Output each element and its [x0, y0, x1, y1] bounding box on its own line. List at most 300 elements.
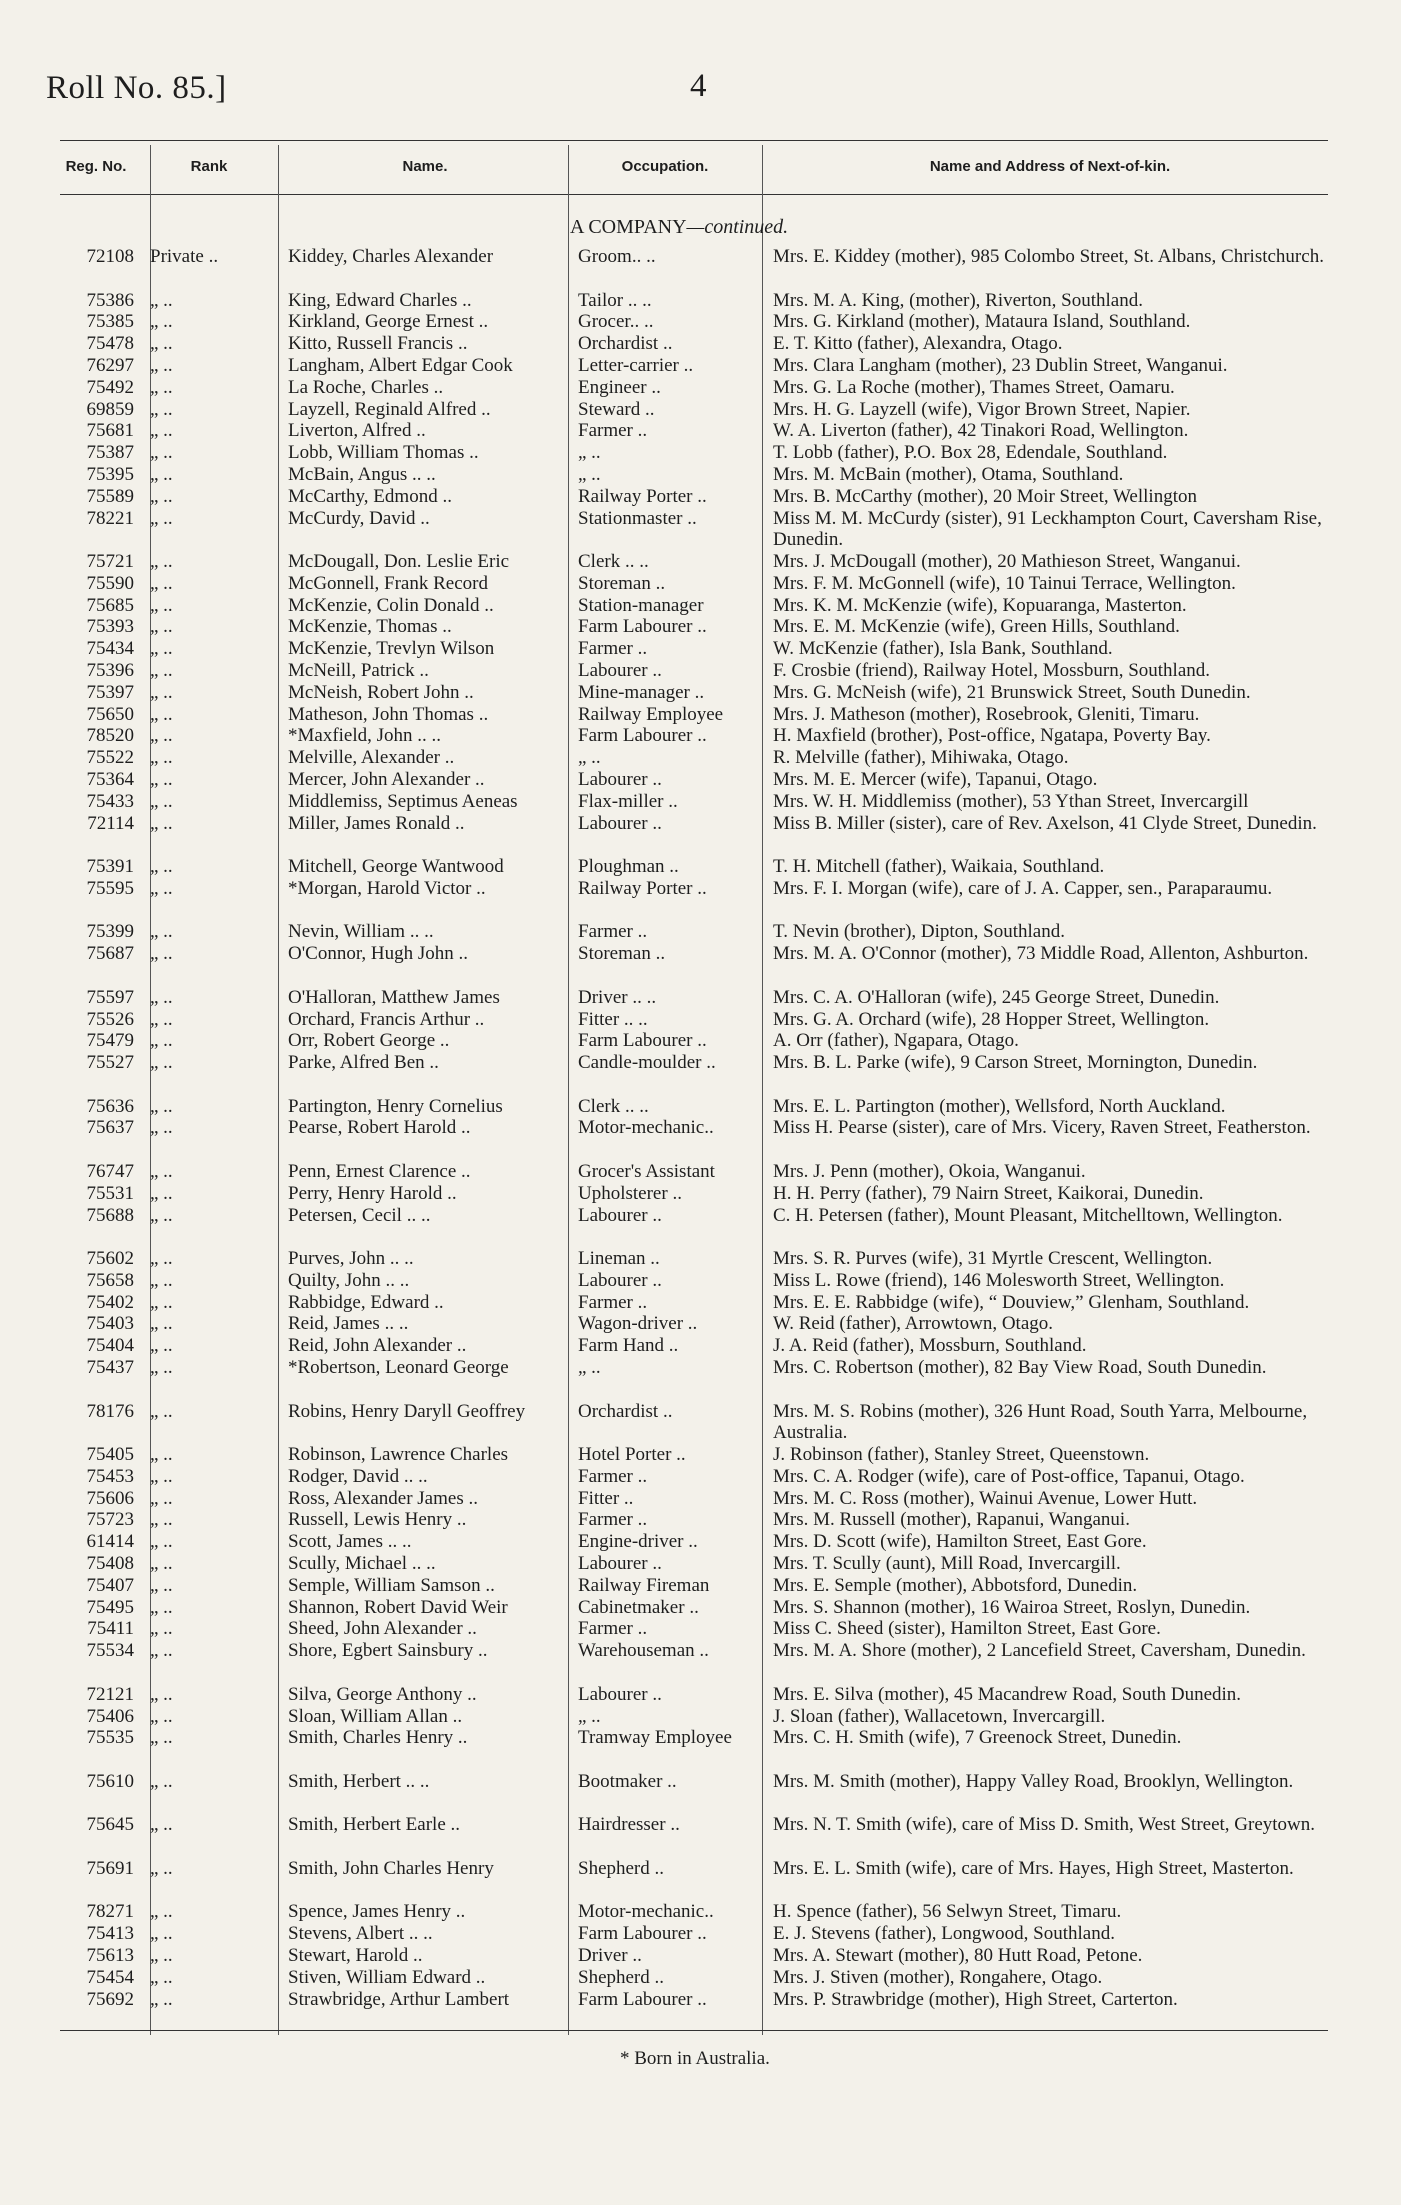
occupation: Clerk .. ..: [578, 551, 649, 572]
rank: „ ..: [150, 1509, 173, 1531]
soldier-name: King, Edward Charles ..: [288, 289, 472, 311]
reg-number: 75613: [86, 1944, 134, 1966]
soldier-name: Kirkland, George Ernest ..: [288, 311, 489, 333]
next-of-kin: Mrs. M. A. O'Connor (mother), 73 Middle Road, Allenton, Ashburton.: [773, 943, 1309, 965]
rank: „ ..: [150, 1596, 173, 1618]
rank: „ ..: [150, 725, 173, 747]
next-of-kin: Mrs. C. A. O'Halloran (wife), 245 George Street, Dunedin.: [773, 986, 1220, 1008]
soldier-name: Scully, Michael .. ..: [288, 1553, 436, 1574]
rank: „ ..: [150, 1727, 173, 1749]
next-of-kin: Mrs. J. Penn (mother), Okoia, Wanganui.: [773, 1160, 1086, 1182]
next-of-kin: Mrs. M. E. Mercer (wife), Tapanui, Otago.: [773, 769, 1098, 790]
occupation: Grocer.. ..: [578, 311, 654, 333]
reg-number: 75453: [86, 1465, 134, 1487]
soldier-name: Sheed, John Alexander ..: [288, 1618, 477, 1640]
reg-number: 75606: [86, 1487, 134, 1509]
rank: „ ..: [150, 1618, 173, 1640]
soldier-name: Shannon, Robert David Weir: [288, 1596, 508, 1618]
soldier-name: McKenzie, Trevlyn Wilson: [288, 638, 495, 660]
occupation: Railway Employee: [578, 703, 724, 725]
soldier-name: McCurdy, David ..: [288, 507, 430, 529]
rank: „ ..: [150, 1988, 173, 2010]
soldier-name: Orr, Robert George ..: [288, 1030, 450, 1052]
occupation: Hotel Porter ..: [578, 1444, 686, 1465]
reg-number: 75531: [86, 1182, 134, 1204]
next-of-kin: Mrs. G. La Roche (mother), Thames Street, Oamaru.: [773, 376, 1175, 398]
soldier-name: Ross, Alexander James ..: [288, 1487, 478, 1509]
reg-number: 78221: [86, 507, 134, 529]
rank: „ ..: [150, 551, 173, 572]
rank: „ ..: [150, 1182, 173, 1204]
next-of-kin: Mrs. B. L. Parke (wife), 9 Carson Street, Mornington, Dunedin.: [773, 1052, 1258, 1074]
soldier-name: Rodger, David .. ..: [288, 1465, 428, 1487]
rank: „ ..: [150, 1814, 173, 1836]
occupation: Warehouseman ..: [578, 1640, 709, 1662]
soldier-name: *Robertson, Leonard George: [288, 1357, 509, 1378]
next-of-kin: Mrs. W. H. Middlemiss (mother), 53 Ythan Street, Invercargill: [773, 790, 1249, 812]
rank: „ ..: [150, 660, 173, 681]
next-of-kin: Mrs. T. Scully (aunt), Mill Road, Invercargill.: [773, 1553, 1121, 1574]
reg-number: 72108: [86, 246, 134, 267]
soldier-name: Perry, Henry Harold ..: [288, 1182, 457, 1204]
next-of-kin: Mrs. E. M. McKenzie (wife), Green Hills, Southland.: [773, 616, 1180, 638]
reg-number: 75590: [86, 572, 134, 594]
next-of-kin: Mrs. S. Shannon (mother), 16 Wairoa Street, Roslyn, Dunedin.: [773, 1596, 1251, 1618]
next-of-kin: W. McKenzie (father), Isla Bank, Southland.: [773, 638, 1113, 660]
soldier-name: Partington, Henry Cornelius: [288, 1095, 503, 1117]
reg-number: 75535: [86, 1727, 134, 1749]
rank: „ ..: [150, 289, 173, 311]
reg-number: 75597: [86, 986, 134, 1008]
reg-number: 78271: [86, 1901, 134, 1923]
occupation: Farmer ..: [578, 1509, 648, 1531]
occupation: Tailor .. ..: [578, 289, 652, 311]
section-title: A COMPANY—continued.: [570, 216, 789, 238]
rank: „ ..: [150, 398, 173, 420]
rank: „ ..: [150, 790, 173, 812]
next-of-kin: C. H. Petersen (father), Mount Pleasant, Mitchelltown, Wellington.: [773, 1204, 1283, 1226]
soldier-name: Strawbridge, Arthur Lambert: [288, 1988, 510, 2010]
soldier-name: Langham, Albert Edgar Cook: [288, 354, 513, 376]
occupation: Driver ..: [578, 1944, 642, 1966]
occupation: Farmer ..: [578, 1465, 648, 1487]
reg-number: 75411: [87, 1618, 134, 1640]
reg-number: 75399: [86, 921, 134, 943]
next-of-kin: Miss L. Rowe (friend), 146 Molesworth Street, Wellington.: [773, 1269, 1225, 1291]
occupation: Farmer ..: [578, 638, 648, 660]
occupation: „ ..: [578, 1357, 601, 1378]
reg-number: 75691: [86, 1857, 134, 1879]
reg-number: 75387: [86, 442, 134, 464]
occupation: Wagon-driver ..: [578, 1313, 698, 1335]
soldier-name: Reid, James .. ..: [288, 1313, 409, 1335]
soldier-name: McKenzie, Thomas ..: [288, 616, 452, 638]
soldier-name: Sloan, William Allan ..: [288, 1705, 463, 1727]
reg-number: 75391: [86, 856, 134, 878]
rank: „ ..: [150, 1400, 173, 1422]
next-of-kin: Mrs. E. Silva (mother), 45 Macandrew Road, South Dunedin.: [773, 1683, 1242, 1705]
rank: „ ..: [150, 769, 173, 790]
rank: „ ..: [150, 1465, 173, 1487]
next-of-kin: Mrs. M. Russell (mother), Rapanui, Wanganui.: [773, 1509, 1130, 1531]
occupation: Fitter .. ..: [578, 1008, 648, 1030]
soldier-name: Stewart, Harold ..: [288, 1944, 423, 1966]
next-of-kin: Mrs. M. A. King, (mother), Riverton, Southland.: [773, 289, 1143, 311]
reg-number: 75479: [86, 1030, 134, 1052]
rank: „ ..: [150, 507, 173, 529]
rank: „ ..: [150, 812, 173, 834]
next-of-kin: Mrs. E. L. Smith (wife), care of Mrs. Hayes, High Street, Masterton.: [773, 1857, 1294, 1879]
rank: „ ..: [150, 703, 173, 725]
occupation: Farm Labourer ..: [578, 1988, 707, 2010]
soldier-name: Parke, Alfred Ben ..: [288, 1052, 439, 1074]
rank: „ ..: [150, 1966, 173, 1988]
next-of-kin: Mrs. C. Robertson (mother), 82 Bay View Road, South Dunedin.: [773, 1357, 1267, 1378]
occupation: Farmer ..: [578, 1618, 648, 1640]
occupation: Farm Labourer ..: [578, 725, 707, 747]
occupation: Upholsterer ..: [578, 1182, 682, 1204]
col-header-next-of-kin: Name and Address of Next-of-kin.: [929, 158, 1171, 175]
next-of-kin: F. Crosbie (friend), Railway Hotel, Mossburn, Southland.: [773, 660, 1211, 681]
rank: „ ..: [150, 1574, 173, 1596]
soldier-name: Mercer, John Alexander ..: [288, 769, 485, 790]
reg-number: 75495: [86, 1596, 134, 1618]
soldier-name: Semple, William Samson ..: [288, 1574, 495, 1596]
rank: „ ..: [150, 1117, 173, 1139]
soldier-name: *Morgan, Harold Victor ..: [288, 877, 486, 899]
col-header-rank: Rank: [190, 158, 228, 175]
rank: „ ..: [150, 1204, 173, 1226]
soldier-name: Nevin, William .. ..: [288, 921, 434, 943]
next-of-kin: Miss H. Pearse (sister), care of Mrs. Vicery, Raven Street, Featherston.: [773, 1117, 1311, 1139]
soldier-name: Reid, John Alexander ..: [288, 1335, 467, 1357]
soldier-name: McKenzie, Colin Donald ..: [288, 594, 494, 616]
next-of-kin: Miss M. M. McCurdy (sister), 91 Leckhampton Court, Caversham Rise, Dunedin.: [773, 507, 1322, 550]
rank: „ ..: [150, 1095, 173, 1117]
next-of-kin: H. Spence (father), 56 Selwyn Street, Timaru.: [773, 1901, 1122, 1923]
reg-number: 69859: [86, 398, 134, 420]
occupation: Labourer ..: [578, 1553, 662, 1574]
soldier-name: Melville, Alexander ..: [288, 747, 455, 769]
reg-number: 75434: [86, 638, 134, 660]
rank: „ ..: [150, 1335, 173, 1357]
reg-number: 75534: [86, 1640, 134, 1662]
soldier-name: Shore, Egbert Sainsbury ..: [288, 1640, 488, 1662]
reg-number: 75407: [86, 1574, 134, 1596]
rank: „ ..: [150, 1640, 173, 1662]
next-of-kin: T. Lobb (father), P.O. Box 28, Edendale, Southland.: [773, 442, 1168, 464]
reg-number: 72121: [86, 1683, 134, 1705]
soldier-name: O'Halloran, Matthew James: [288, 986, 500, 1008]
rank: „ ..: [150, 1357, 173, 1378]
next-of-kin: A. Orr (father), Ngapara, Otago.: [773, 1030, 1019, 1052]
next-of-kin: Mrs. C. H. Smith (wife), 7 Greenock Street, Dunedin.: [773, 1727, 1182, 1749]
reg-number: 75637: [86, 1117, 134, 1139]
next-of-kin: Mrs. J. McDougall (mother), 20 Mathieson Street, Wanganui.: [773, 551, 1241, 572]
rank: „ ..: [150, 420, 173, 442]
next-of-kin: Mrs. E. Semple (mother), Abbotsford, Dunedin.: [773, 1574, 1138, 1596]
reg-number: 75645: [86, 1814, 134, 1836]
next-of-kin: Mrs. E. Kiddey (mother), 985 Colombo Street, St. Albans, Christchurch.: [773, 246, 1324, 267]
soldier-name: Stevens, Albert .. ..: [288, 1923, 433, 1945]
soldier-name: McCarthy, Edmond ..: [288, 485, 452, 507]
occupation: Shepherd ..: [578, 1857, 665, 1879]
rank: „ ..: [150, 333, 173, 355]
next-of-kin: Mrs. C. A. Rodger (wife), care of Post-office, Tapanui, Otago.: [773, 1465, 1245, 1487]
next-of-kin: Miss C. Sheed (sister), Hamilton Street, East Gore.: [773, 1618, 1161, 1640]
occupation: Farmer ..: [578, 921, 648, 943]
occupation: Labourer ..: [578, 1269, 662, 1291]
rank: „ ..: [150, 1705, 173, 1727]
soldier-name: McGonnell, Frank Record: [288, 572, 488, 594]
next-of-kin: Mrs. G. Kirkland (mother), Mataura Island, Southland.: [773, 311, 1191, 333]
next-of-kin: J. A. Reid (father), Mossburn, Southland.: [773, 1335, 1087, 1357]
reg-number: 75658: [86, 1269, 134, 1291]
soldier-name: Rabbidge, Edward ..: [288, 1291, 444, 1313]
rank: „ ..: [150, 943, 173, 965]
next-of-kin: Mrs. A. Stewart (mother), 80 Hutt Road, Petone.: [773, 1944, 1143, 1966]
reg-number: 75396: [86, 660, 134, 681]
occupation: Farmer ..: [578, 420, 648, 442]
next-of-kin: Mrs. M. S. Robins (mother), 326 Hunt Road, South Yarra, Melbourne, Australia.: [773, 1400, 1308, 1443]
reg-number: 75526: [86, 1008, 134, 1030]
next-of-kin: J. Sloan (father), Wallacetown, Invercargill.: [773, 1705, 1106, 1727]
next-of-kin: Mrs. J. Stiven (mother), Rongahere, Otago.: [773, 1966, 1103, 1988]
occupation: Clerk .. ..: [578, 1095, 649, 1117]
reg-number: 75723: [86, 1509, 134, 1531]
soldier-name: Robins, Henry Daryll Geoffrey: [288, 1400, 526, 1422]
soldier-name: Penn, Ernest Clarence ..: [288, 1160, 471, 1182]
occupation: Storeman ..: [578, 572, 666, 594]
occupation: Groom.. ..: [578, 246, 656, 267]
occupation: Station-manager: [578, 594, 704, 616]
next-of-kin: Mrs. G. A. Orchard (wife), 28 Hopper Street, Wellington.: [773, 1008, 1210, 1030]
next-of-kin: Mrs. M. A. Shore (mother), 2 Lancefield Street, Caversham, Dunedin.: [773, 1640, 1306, 1662]
rank: „ ..: [150, 1030, 173, 1052]
col-header-reg: Reg. No.: [65, 158, 127, 175]
rank: „ ..: [150, 1008, 173, 1030]
rank: „ ..: [150, 1770, 173, 1792]
rank: „ ..: [150, 616, 173, 638]
occupation: Labourer ..: [578, 660, 662, 681]
soldier-name: Mitchell, George Wantwood: [288, 856, 504, 878]
rank: „ ..: [150, 747, 173, 769]
rank: „ ..: [150, 1313, 173, 1335]
occupation: „ ..: [578, 463, 601, 485]
soldier-name: La Roche, Charles ..: [288, 376, 444, 398]
rank: Private ..: [150, 246, 219, 267]
occupation: Lineman ..: [578, 1248, 660, 1269]
occupation: Storeman ..: [578, 943, 666, 965]
header-top-rule: [60, 140, 1328, 141]
soldier-name: Middlemiss, Septimus Aeneas: [288, 790, 518, 812]
next-of-kin: Mrs. J. Matheson (mother), Rosebrook, Gleniti, Timaru.: [773, 703, 1200, 725]
occupation: Fitter ..: [578, 1487, 634, 1509]
next-of-kin: Mrs. M. McBain (mother), Otama, Southland.: [773, 463, 1124, 485]
next-of-kin: Mrs. H. G. Layzell (wife), Vigor Brown Street, Napier.: [773, 398, 1191, 420]
reg-number: 75610: [86, 1770, 134, 1792]
occupation: „ ..: [578, 442, 601, 464]
soldier-name: Smith, Herbert Earle ..: [288, 1814, 461, 1836]
occupation: Steward ..: [578, 398, 655, 420]
next-of-kin: T. H. Mitchell (father), Waikaia, Southland.: [773, 856, 1105, 878]
reg-number: 75492: [86, 376, 134, 398]
reg-number: 76747: [86, 1160, 134, 1182]
occupation: Engine-driver ..: [578, 1531, 698, 1553]
rank: „ ..: [150, 1444, 173, 1465]
occupation: Engineer ..: [578, 376, 661, 398]
rank: „ ..: [150, 1487, 173, 1509]
reg-number: 75404: [86, 1335, 134, 1357]
occupation: Flax-miller ..: [578, 790, 678, 812]
reg-number: 75454: [86, 1966, 134, 1988]
reg-number: 75433: [86, 790, 134, 812]
next-of-kin: Mrs. M. Smith (mother), Happy Valley Road, Brooklyn, Wellington.: [773, 1770, 1294, 1792]
rank: „ ..: [150, 594, 173, 616]
reg-number: 75406: [86, 1705, 134, 1727]
soldier-name: McDougall, Don. Leslie Eric: [288, 551, 510, 572]
soldier-name: Smith, Charles Henry ..: [288, 1727, 468, 1749]
soldier-name: Smith, Herbert .. ..: [288, 1770, 430, 1792]
occupation: Hairdresser ..: [578, 1814, 680, 1836]
reg-number: 75527: [86, 1052, 134, 1074]
rank: „ ..: [150, 921, 173, 943]
next-of-kin: Mrs. G. McNeish (wife), 21 Brunswick Street, South Dunedin.: [773, 681, 1251, 703]
reg-number: 75386: [86, 289, 134, 311]
footnote: * Born in Australia.: [620, 2048, 770, 2069]
next-of-kin: Mrs. Clara Langham (mother), 23 Dublin Street, Wanganui.: [773, 354, 1228, 376]
reg-number: 75595: [86, 877, 134, 899]
rank: „ ..: [150, 354, 173, 376]
reg-number: 75393: [86, 616, 134, 638]
next-of-kin: Mrs. B. McCarthy (mother), 20 Moir Street, Wellington: [773, 485, 1197, 507]
occupation: Bootmaker ..: [578, 1770, 677, 1792]
footer-rule: [60, 2030, 1328, 2031]
next-of-kin: Mrs. K. M. McKenzie (wife), Kopuaranga, Masterton.: [773, 594, 1187, 616]
soldier-name: Stiven, William Edward ..: [288, 1966, 486, 1988]
reg-number: 75408: [86, 1553, 134, 1574]
reg-number: 75397: [86, 681, 134, 703]
reg-number: 75687: [86, 943, 134, 965]
reg-number: 75650: [86, 703, 134, 725]
rank: „ ..: [150, 485, 173, 507]
next-of-kin: Mrs. S. R. Purves (wife), 31 Myrtle Crescent, Wellington.: [773, 1248, 1213, 1269]
rank: „ ..: [150, 986, 173, 1008]
next-of-kin: J. Robinson (father), Stanley Street, Queenstown.: [773, 1444, 1150, 1465]
occupation: Mine-manager ..: [578, 681, 705, 703]
soldier-name: O'Connor, Hugh John ..: [288, 943, 468, 965]
occupation: Labourer ..: [578, 1683, 662, 1705]
occupation: Cabinetmaker ..: [578, 1596, 699, 1618]
soldier-name: *Maxfield, John .. ..: [288, 725, 442, 747]
rank: „ ..: [150, 376, 173, 398]
rank: „ ..: [150, 1248, 173, 1269]
next-of-kin: Mrs. P. Strawbridge (mother), High Street, Carterton.: [773, 1988, 1178, 2010]
rank: „ ..: [150, 442, 173, 464]
soldier-name: Scott, James .. ..: [288, 1531, 412, 1553]
next-of-kin: Miss B. Miller (sister), care of Rev. Axelson, 41 Clyde Street, Dunedin.: [773, 812, 1317, 834]
reg-number: 75413: [86, 1923, 134, 1945]
soldier-name: Smith, John Charles Henry: [288, 1857, 494, 1879]
column-divider: [762, 145, 763, 2035]
rank: „ ..: [150, 1683, 173, 1705]
occupation: Orchardist ..: [578, 333, 673, 355]
reg-number: 75685: [86, 594, 134, 616]
soldier-name: Russell, Lewis Henry ..: [288, 1509, 467, 1531]
occupation: Grocer's Assistant: [578, 1160, 715, 1182]
page-number: 4: [690, 68, 707, 104]
occupation: Motor-mechanic..: [578, 1117, 714, 1139]
rank: „ ..: [150, 856, 173, 878]
soldier-name: McBain, Angus .. ..: [288, 463, 436, 485]
next-of-kin: R. Melville (father), Mihiwaka, Otago.: [773, 747, 1069, 769]
soldier-name: Quilty, John .. ..: [288, 1269, 410, 1291]
soldier-name: Matheson, John Thomas ..: [288, 703, 489, 725]
occupation: Farm Labourer ..: [578, 1923, 707, 1945]
rank: „ ..: [150, 638, 173, 660]
occupation: Railway Porter ..: [578, 485, 707, 507]
occupation: Labourer ..: [578, 1204, 662, 1226]
reg-number: 75405: [86, 1444, 134, 1465]
next-of-kin: Mrs. F. I. Morgan (wife), care of J. A. Capper, sen., Paraparaumu.: [773, 877, 1273, 899]
reg-number: 75721: [86, 551, 134, 572]
occupation: „ ..: [578, 1705, 601, 1727]
soldier-name: Orchard, Francis Arthur ..: [288, 1008, 485, 1030]
soldier-name: Petersen, Cecil .. ..: [288, 1204, 431, 1226]
soldier-name: Kitto, Russell Francis ..: [288, 333, 468, 355]
next-of-kin: Mrs. F. M. McGonnell (wife), 10 Tainui Terrace, Wellington.: [773, 572, 1236, 594]
occupation: Stationmaster ..: [578, 507, 697, 529]
next-of-kin: Mrs. D. Scott (wife), Hamilton Street, East Gore.: [773, 1531, 1147, 1553]
next-of-kin: H. Maxfield (brother), Post-office, Ngatapa, Poverty Bay.: [773, 725, 1211, 747]
next-of-kin: W. A. Liverton (father), 42 Tinakori Road, Wellington.: [773, 420, 1189, 442]
occupation: Labourer ..: [578, 812, 662, 834]
soldier-name: Lobb, William Thomas ..: [288, 442, 479, 464]
occupation: Tramway Employee: [578, 1727, 732, 1749]
rank: „ ..: [150, 681, 173, 703]
soldier-name: Layzell, Reginald Alfred ..: [288, 398, 491, 420]
rank: „ ..: [150, 1291, 173, 1313]
reg-number: 75395: [86, 463, 134, 485]
next-of-kin: H. H. Perry (father), 79 Nairn Street, Kaikorai, Dunedin.: [773, 1182, 1204, 1204]
reg-number: 75364: [86, 769, 134, 790]
rank: „ ..: [150, 1944, 173, 1966]
rank: „ ..: [150, 463, 173, 485]
reg-number: 75636: [86, 1095, 134, 1117]
rank: „ ..: [150, 572, 173, 594]
reg-number: 75478: [86, 333, 134, 355]
col-header-occupation: Occupation.: [621, 158, 709, 175]
occupation: Railway Fireman: [578, 1574, 710, 1596]
next-of-kin: T. Nevin (brother), Dipton, Southland.: [773, 921, 1065, 943]
occupation: Farm Labourer ..: [578, 1030, 707, 1052]
reg-number: 75589: [86, 485, 134, 507]
rank: „ ..: [150, 1269, 173, 1291]
soldier-name: McNeish, Robert John ..: [288, 681, 474, 703]
next-of-kin: E. T. Kitto (father), Alexandra, Otago.: [773, 333, 1063, 355]
rank: „ ..: [150, 1857, 173, 1879]
soldier-name: Silva, George Anthony ..: [288, 1683, 477, 1705]
occupation: Letter-carrier ..: [578, 354, 694, 376]
reg-number: 75688: [86, 1204, 134, 1226]
reg-number: 75692: [86, 1988, 134, 2010]
occupation: Farm Labourer ..: [578, 616, 707, 638]
rank: „ ..: [150, 311, 173, 333]
next-of-kin: Mrs. E. E. Rabbidge (wife), “ Douview,” Glenham, Southland.: [773, 1291, 1250, 1313]
reg-number: 75385: [86, 311, 134, 333]
rank: „ ..: [150, 1923, 173, 1945]
col-header-name: Name.: [402, 158, 448, 175]
